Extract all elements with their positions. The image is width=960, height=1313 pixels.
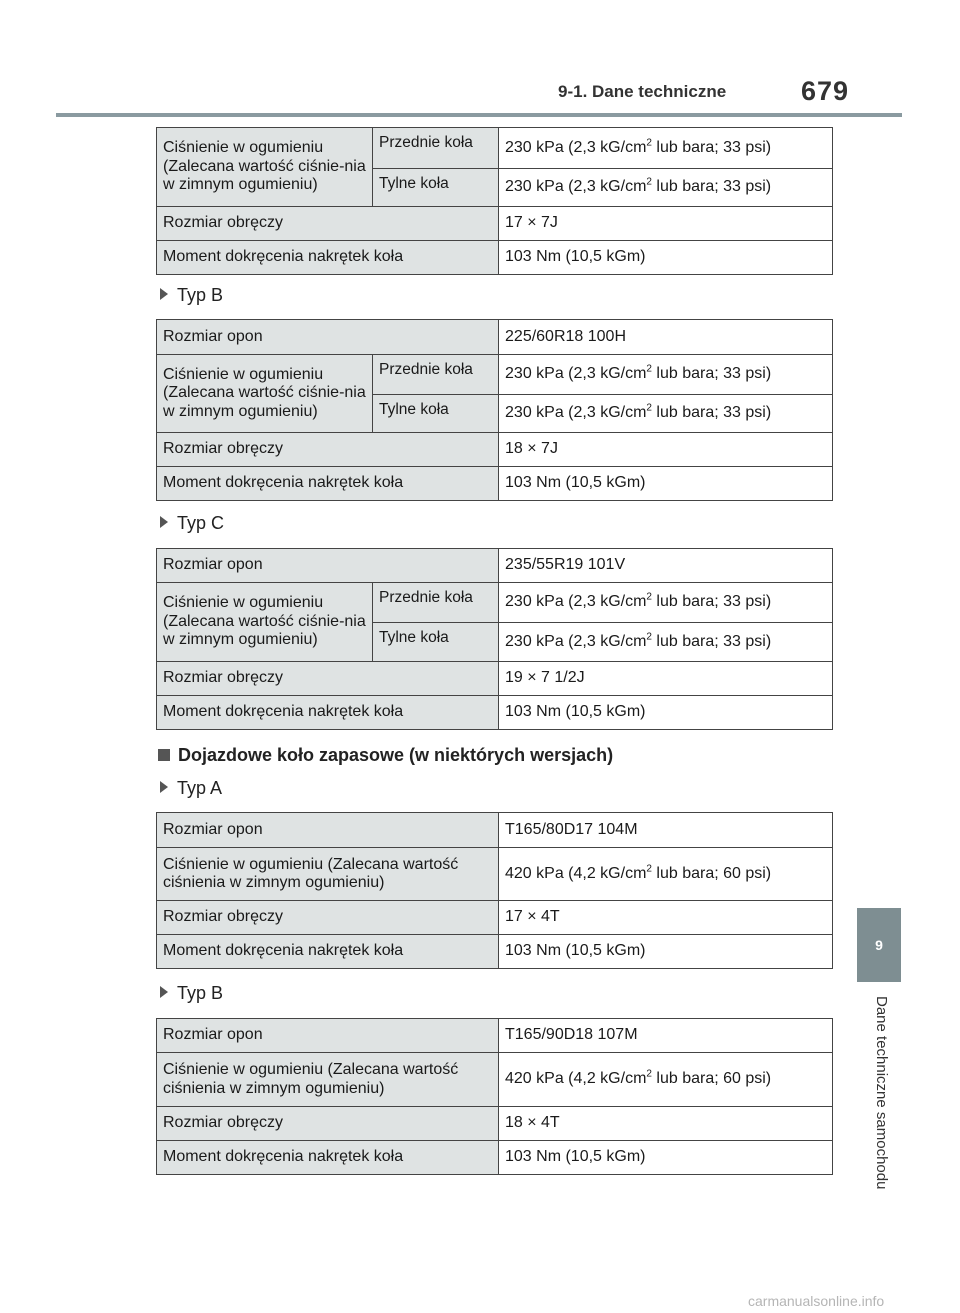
tire-size-label: Rozmiar opon — [157, 320, 499, 355]
tire-size-value: T165/80D17 104M — [499, 813, 833, 848]
typ-b-heading: Typ B — [160, 285, 223, 306]
arrow-right-icon — [160, 986, 168, 998]
rim-size-value: 18 × 7J — [499, 433, 833, 467]
rim-size-value: 19 × 7 1/2J — [499, 662, 833, 696]
tire-size-value: 235/55R19 101V — [499, 549, 833, 583]
rear-wheels-label: Tylne koła — [373, 169, 499, 207]
header-rule — [56, 113, 902, 117]
rear-pressure-value: 230 kPa (2,3 $kG/cm^2$ lub bara; 33 psi) — [499, 623, 833, 662]
spec-table-continued — [156, 127, 833, 275]
torque-label: Moment dokręcenia nakrętek koła — [157, 1141, 499, 1175]
arrow-right-icon — [160, 516, 168, 528]
torque-label: Moment dokręcenia nakrętek koła — [157, 696, 499, 730]
tire-size-value: T165/90D18 107M — [499, 1019, 833, 1053]
pressure-label: Ciśnienie w ogumieniu (Zalecana wartość ciśnie-nia w zimnym ogumieniu) — [157, 128, 373, 207]
torque-label: Moment dokręcenia nakrętek koła — [157, 241, 499, 275]
torque-value: 103 Nm (10,5 kGm) — [499, 935, 833, 969]
torque-value: 103 Nm (10,5 kGm) — [499, 696, 833, 730]
rear-wheels-label: Tylne koła — [373, 623, 499, 662]
rear-wheels-label: Tylne koła — [373, 395, 499, 433]
tire-size-label: Rozmiar opon — [157, 1019, 499, 1053]
typ-c-heading: Typ C — [160, 513, 224, 534]
arrow-right-icon — [160, 288, 168, 300]
rim-size-value: 18 × 4T — [499, 1107, 833, 1141]
rear-pressure-value: 230 kPa (2,3 $kG/cm^2$ lub bara; 33 psi) — [499, 169, 833, 207]
torque-label: Moment dokręcenia nakrętek koła — [157, 935, 499, 969]
spec-table-typ-b — [156, 319, 833, 501]
spare-typ-a-heading: Typ A — [160, 778, 222, 799]
torque-value: 103 Nm (10,5 kGm) — [499, 1141, 833, 1175]
rim-size-label: Rozmiar obręczy — [157, 662, 499, 696]
spec-table-spare-typ-b — [156, 1018, 833, 1175]
torque-value: 103 Nm (10,5 kGm) — [499, 467, 833, 501]
front-wheels-label: Przednie koła — [373, 583, 499, 623]
tire-size-value: 225/60R18 100H — [499, 320, 833, 355]
arrow-right-icon — [160, 781, 168, 793]
square-bullet-icon — [158, 749, 170, 761]
pressure-value: 420 kPa (4,2 $kG/cm^2$ lub bara; 60 psi) — [499, 1053, 833, 1107]
torque-label: Moment dokręcenia nakrętek koła — [157, 467, 499, 501]
chapter-tab: 9 — [857, 908, 901, 982]
rim-size-label: Rozmiar obręczy — [157, 901, 499, 935]
front-wheels-label: Przednie koła — [373, 128, 499, 169]
pressure-label: Ciśnienie w ogumieniu (Zalecana wartość ciśnienia w zimnym ogumieniu) — [157, 848, 499, 901]
spec-table-spare-typ-a — [156, 812, 833, 969]
rear-pressure-value: 230 kPa (2,3 $kG/cm^2$ lub bara; 33 psi) — [499, 395, 833, 433]
pressure-value: 420 kPa (4,2 $kG/cm^2$ lub bara; 60 psi) — [499, 848, 833, 901]
spare-typ-b-heading: Typ B — [160, 983, 223, 1004]
pressure-label: Ciśnienie w ogumieniu (Zalecana wartość ciśnie-nia w zimnym ogumieniu) — [157, 355, 373, 433]
pressure-label: Ciśnienie w ogumieniu (Zalecana wartość ciśnienia w zimnym ogumieniu) — [157, 1053, 499, 1107]
front-pressure-value: 230 kPa (2,3 $kG/cm^2$ lub bara; 33 psi) — [499, 355, 833, 395]
pressure-label: Ciśnienie w ogumieniu (Zalecana wartość ciśnie-nia w zimnym ogumieniu) — [157, 583, 373, 662]
rim-size-label: Rozmiar obręczy — [157, 1107, 499, 1141]
watermark: carmanualsonline.info — [748, 1293, 885, 1309]
spec-table-typ-c — [156, 548, 833, 730]
section-header-title: 9-1. Dane techniczne — [558, 82, 727, 101]
rim-size-label: Rozmiar obręczy — [157, 433, 499, 467]
page-number: 679 — [801, 76, 850, 106]
section-heading-spare-wheel: Dojazdowe koło zapasowe (w niektórych wersjach) — [158, 745, 613, 766]
torque-value: 103 Nm (10,5 kGm) — [499, 241, 833, 275]
tire-size-label: Rozmiar opon — [157, 813, 499, 848]
rim-size-value: 17 × 4T — [499, 901, 833, 935]
front-pressure-value: 230 kPa (2,3 $kG/cm^2$ lub bara; 33 psi) — [499, 128, 833, 169]
rim-size-value: 17 × 7J — [499, 207, 833, 241]
tire-size-label: Rozmiar opon — [157, 549, 499, 583]
front-pressure-value: 230 kPa (2,3 $kG/cm^2$ lub bara; 33 psi) — [499, 583, 833, 623]
front-wheels-label: Przednie koła — [373, 355, 499, 395]
chapter-tab-label: Dane techniczne samochodu — [873, 996, 890, 1190]
rim-size-label: Rozmiar obręczy — [157, 207, 499, 241]
